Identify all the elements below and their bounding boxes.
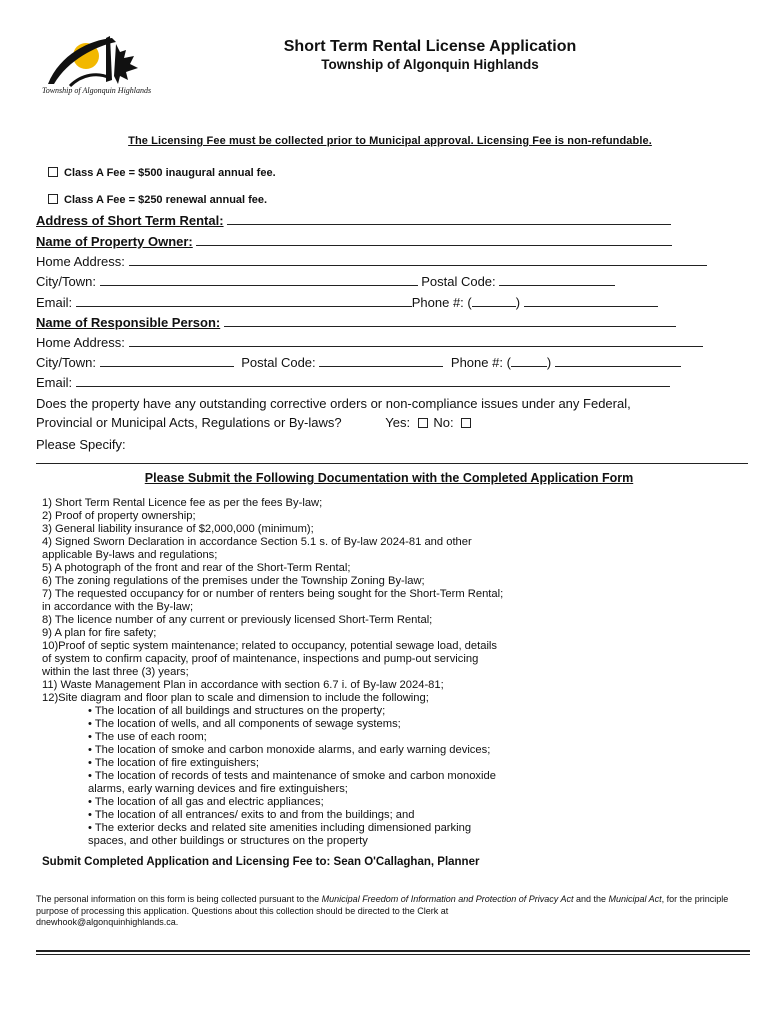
list-item: applicable By-laws and regulations; — [42, 549, 218, 561]
list-item: 3) General liability insurance of $2,000,000 (minimum); — [42, 523, 314, 535]
page-subtitle: Township of Algonquin Highlands — [321, 57, 539, 72]
area-code-field[interactable] — [472, 294, 516, 307]
home-address-label: Home Address: — [36, 254, 125, 269]
responsible-person-row — [36, 314, 676, 332]
list-item: 7) The requested occupancy for or number of renters being sought for the Short-Term Rental; — [42, 588, 504, 600]
logo-caption: Township of Algonquin Highlands — [42, 86, 152, 95]
no-checkbox[interactable] — [461, 418, 471, 428]
fee-option-renewal[interactable] — [48, 194, 267, 206]
list-item: 11) Waste Management Plan in accordance with section 6.7 i. of By-law 2024-81; — [42, 679, 444, 691]
privacy-act-name: Municipal Freedom of Information and Protection of Privacy Act — [321, 894, 574, 904]
privacy-text: , for the principle purpose of processing this application. Questions about this collection should be directed to the Clerk at — [36, 894, 729, 916]
bullet-item: • The location of wells, and all components of sewage systems; — [88, 718, 401, 730]
bullet-item: • The location of smoke and carbon monoxide alarms, and early warning devices; — [88, 744, 491, 756]
email-2-row — [36, 374, 670, 392]
bullet-item: • The location of all gas and electric appliances; — [88, 796, 324, 808]
fee-option-inaugural[interactable] — [48, 167, 276, 179]
municipal-act-name: Municipal Act — [608, 894, 662, 904]
documentation-list — [42, 497, 503, 848]
phone-2-field[interactable] — [555, 354, 681, 367]
phone-field[interactable] — [524, 294, 658, 307]
area-code-2-field[interactable] — [511, 354, 547, 367]
list-item: 2) Proof of property ownership; — [42, 510, 196, 522]
list-item: 10)Proof of septic system maintenance; related to occupancy, potential sewage load, details — [42, 640, 498, 652]
privacy-text: The personal information on this form is being collected pursuant to the — [36, 894, 322, 904]
email-field[interactable] — [76, 294, 412, 307]
home-address-2-label: Home Address: — [36, 335, 125, 350]
privacy-text: and the — [573, 894, 609, 904]
postal-field[interactable] — [499, 273, 615, 286]
rental-address-row — [36, 212, 671, 230]
home-address-2-field[interactable] — [129, 334, 703, 347]
city-2-field[interactable] — [100, 354, 234, 367]
rental-address-label: Address of Short Term Rental: — [36, 213, 224, 228]
phone-2-paren-open: ( — [506, 355, 511, 370]
list-item: within the last three (3) years; — [42, 666, 189, 678]
bullet-item-continued: spaces, and other buildings or structures on the property — [88, 835, 368, 847]
city-postal-phone-row — [36, 354, 681, 372]
postal-label: Postal Code: — [421, 274, 496, 289]
bullet-item: • The location of fire extinguishers; — [88, 757, 259, 769]
bullet-item: • The location of all buildings and structures on the property; — [88, 705, 386, 717]
property-owner-label: Name of Property Owner: — [36, 234, 193, 249]
list-item: 1) Short Term Rental Licence fee as per the fees By-law; — [42, 497, 323, 509]
bullet-item: • The location of records of tests and maintenance of smoke and carbon monoxide — [88, 770, 496, 782]
submit-instructions: Submit Completed Application and Licensing Fee to: Sean O'Callaghan, Planner — [42, 856, 480, 868]
email-2-field[interactable] — [76, 374, 670, 387]
compliance-question: Does the property have any outstanding corrective orders or non-compliance issues under any Federal, — [36, 396, 631, 411]
city-2-label: City/Town: — [36, 355, 96, 370]
no-label: No: — [433, 415, 454, 430]
specify-line[interactable] — [36, 463, 748, 464]
email-phone-row — [36, 294, 658, 312]
property-owner-row — [36, 233, 672, 251]
phone-paren: ) — [515, 295, 521, 310]
list-item: 9) A plan for fire safety; — [42, 627, 157, 639]
footer-rule — [36, 950, 750, 955]
city-label: City/Town: — [36, 274, 96, 289]
phone-2-label: Phone #: — [450, 355, 503, 370]
postal-2-label: Postal Code: — [241, 355, 316, 370]
email-2-label: Email: — [36, 375, 73, 390]
please-specify-label: Please Specify: — [36, 437, 126, 452]
yes-label: Yes: — [385, 415, 411, 430]
checkbox-icon[interactable] — [48, 194, 58, 204]
compliance-question-text: Provincial or Municipal Acts, Regulations or By-laws? — [36, 415, 342, 430]
documentation-heading: Please Submit the Following Documentation with the Completed Application Form — [144, 471, 634, 485]
yes-checkbox[interactable] — [418, 418, 428, 428]
bullet-item: • The use of each room; — [88, 731, 207, 743]
page-title: Short Term Rental License Application — [283, 38, 577, 55]
postal-2-field[interactable] — [319, 354, 443, 367]
city-field[interactable] — [100, 273, 418, 286]
privacy-notice — [36, 894, 746, 929]
list-item: 4) Signed Sworn Declaration in accordance Section 5.1 s. of By-law 2024-81 and other — [42, 536, 472, 548]
bullet-item: • The exterior decks and related site amenities including dimensioned parking — [88, 822, 472, 834]
city-postal-row — [36, 273, 615, 291]
clerk-email[interactable]: dnewhook@algonquinhighlands.ca. — [36, 917, 179, 927]
fee-notice: The Licensing Fee must be collected prior to Municipal approval. Licensing Fee is non-refundable. — [128, 135, 652, 147]
bullet-item: • The location of all entrances/ exits to and from the buildings; and — [88, 809, 415, 821]
bullet-item-continued: alarms, early warning devices and fire extinguishers; — [88, 783, 348, 795]
compliance-question-line2 — [36, 414, 477, 432]
phone-2-paren-close: ) — [546, 355, 552, 370]
fee-option-label: Class A Fee = $500 inaugural annual fee. — [64, 167, 276, 179]
phone-label: Phone #: ( — [411, 295, 472, 310]
responsible-person-label: Name of Responsible Person: — [36, 315, 221, 330]
list-item: of system to confirm capacity, proof of maintenance, inspections and pump-out servicing — [42, 653, 479, 665]
rental-address-field[interactable] — [227, 212, 671, 225]
email-label: Email: — [36, 295, 73, 310]
property-owner-field[interactable] — [196, 233, 672, 246]
list-item: 6) The zoning regulations of the premises under the Township Zoning By-law; — [42, 575, 425, 587]
list-item: 5) A photograph of the front and rear of the Short-Term Rental; — [42, 562, 351, 574]
home-address-field[interactable] — [129, 253, 707, 266]
list-item: 12)Site diagram and floor plan to scale and dimension to include the following; — [42, 692, 429, 704]
list-item: in accordance with the By-law; — [42, 601, 194, 613]
home-address-2-row — [36, 334, 703, 352]
home-address-row — [36, 253, 707, 271]
checkbox-icon[interactable] — [48, 167, 58, 177]
fee-option-label: Class A Fee = $250 renewal annual fee. — [64, 194, 268, 206]
responsible-person-field[interactable] — [224, 314, 676, 327]
list-item: 8) The licence number of any current or previously licensed Short-Term Rental; — [42, 614, 433, 626]
